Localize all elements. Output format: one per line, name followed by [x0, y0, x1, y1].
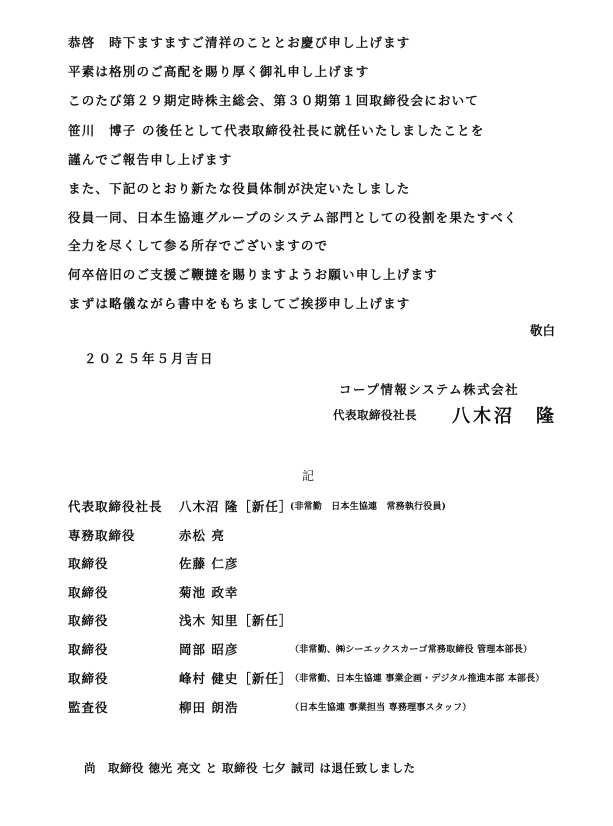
greeting-line: 役員一同、日本生協連グループのシステム部門としての役割を果たすべく: [68, 210, 518, 225]
officer-name: 八木沼 隆［新任］: [179, 499, 293, 514]
signature-title: 代表取締役社長: [333, 408, 417, 422]
officer-name: 峰村 健史［新任］: [179, 671, 293, 686]
officer-name: 岡部 昭彦: [179, 642, 239, 657]
greeting-line: 笹川 博子 の後任として代表取締役社長に就任いたしましたことを: [68, 123, 485, 138]
officer-role: 専務取締役: [68, 528, 136, 543]
greeting-line: 平素は格別のご高配を賜り厚く御礼申し上げます: [68, 64, 370, 79]
officer-role: 監査役: [68, 700, 109, 715]
officer-role: 代表取締役社長: [68, 499, 163, 514]
greeting-line: まずは略儀ながら書中をもちましてご挨拶申し上げます: [68, 296, 411, 311]
greeting-line: 恭啓 時下ますますご清祥のこととお慶び申し上げます: [68, 35, 411, 50]
officer-note: （日本生協連 事業担当 専務理事スタッフ）: [290, 703, 472, 713]
officer-role: 取締役: [68, 556, 109, 571]
closing-keihaku: 敬白: [529, 323, 555, 338]
officer-name: 柳田 朗浩: [179, 700, 239, 715]
greeting-line: このたび第２９期定時株主総会、第３０期第１回取締役会において: [68, 93, 480, 108]
signature-name: 八木沼 隆: [452, 406, 557, 427]
greeting-line: 謹んでご報告申し上げます: [68, 152, 233, 167]
greeting-line: 全力を尽くして参る所存でございますので: [68, 238, 329, 253]
officer-name: 菊池 政幸: [179, 585, 239, 600]
retirement-notice: 尚 取締役 徳光 亮文 と 取締役 七夕 誠司 は退任致しました: [84, 761, 416, 775]
officer-role: 取締役: [68, 671, 109, 686]
officer-note: （非常勤、日本生協連 事業企画・デジタル推進本部 本部長）: [290, 674, 545, 684]
officer-name: 佐藤 仁彦: [179, 556, 239, 571]
officer-note: (非常勤 日本生協連 常務執行役員): [290, 502, 447, 512]
company-name: コープ情報システム株式会社: [339, 382, 520, 397]
officer-role: 取締役: [68, 585, 109, 600]
officer-name: 赤松 亮: [179, 528, 225, 543]
officer-name: 浅木 知里［新任］: [179, 613, 293, 628]
greeting-line: 何卒倍旧のご支援ご鞭撻を賜りますようお願い申し上げます: [68, 267, 438, 282]
officer-role: 取締役: [68, 642, 109, 657]
officer-note: （非常勤、㈱シーエックスカーゴ常務取締役 管理本部長）: [290, 645, 533, 655]
ki-heading: 記: [302, 469, 316, 483]
greeting-line: また、下記のとおり新たな役員体制が決定いたしました: [68, 181, 411, 196]
issue-date: ２０２５年５月吉日: [84, 351, 215, 366]
officer-role: 取締役: [68, 613, 109, 628]
